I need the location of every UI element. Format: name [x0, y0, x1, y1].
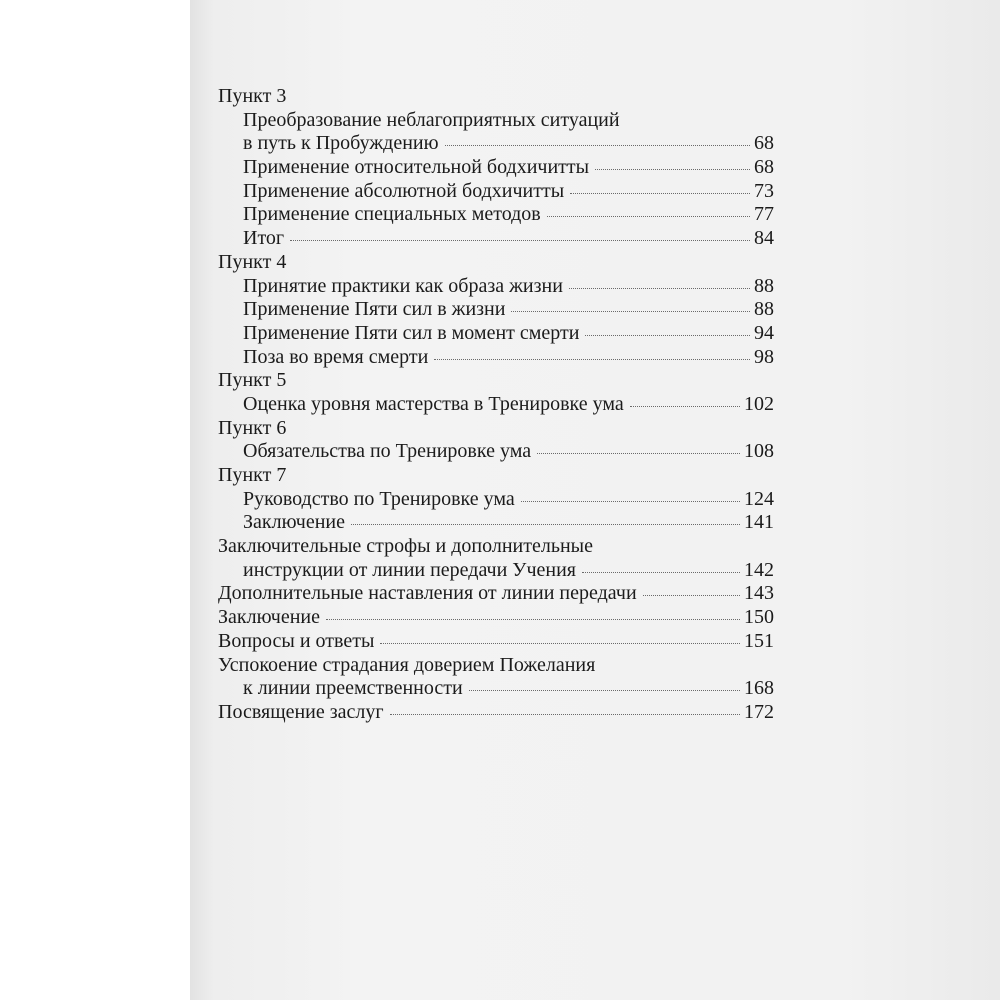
- dot-leader: [380, 643, 740, 644]
- dot-leader: [585, 335, 750, 336]
- dot-leader: [521, 501, 740, 502]
- section-heading-point-4: Пункт 4: [218, 250, 287, 273]
- page-number: 143: [744, 582, 774, 605]
- section-heading-point-7: Пункт 7: [218, 464, 287, 486]
- dot-leader: [390, 714, 740, 715]
- toc-entry: [218, 132, 774, 156]
- dot-leader: [547, 216, 750, 217]
- page-number: 151: [744, 629, 774, 652]
- toc-entry: [218, 393, 774, 417]
- toc-entry: [218, 488, 774, 512]
- toc-entry-title: Применение специальных методов: [243, 203, 541, 226]
- toc-entry-title: Обязательства по Тренировке ума: [243, 440, 532, 463]
- toc-entry-title: Применение относительной бодхичитты: [243, 156, 590, 179]
- toc-entry: [218, 582, 774, 606]
- dot-leader: [326, 619, 740, 620]
- dot-leader: [569, 288, 750, 289]
- dot-leader: [511, 311, 750, 312]
- dot-leader: [643, 595, 740, 596]
- toc-entry: [218, 559, 774, 583]
- toc-entry: [218, 156, 774, 180]
- page-number: 172: [744, 700, 774, 723]
- toc-entry-title: Посвящение заслуг: [218, 700, 384, 723]
- page-number: 142: [744, 558, 774, 581]
- toc-entry-title: Применение Пяти сил в жизни: [243, 298, 506, 321]
- toc-entry: [218, 322, 774, 346]
- toc-entry-title: в путь к Пробуждению: [243, 132, 439, 155]
- toc-entry-title: инструкции от линии передачи Учения: [243, 558, 577, 581]
- page-number: 94: [754, 321, 774, 344]
- toc-entry: [218, 511, 774, 535]
- toc-entry: [218, 275, 774, 299]
- toc-entry: [218, 440, 774, 464]
- toc-entry-title: Применение абсолютной бодхичитты: [243, 179, 565, 202]
- toc-entry: [218, 180, 774, 204]
- page-number: 150: [744, 606, 774, 629]
- page-number: 68: [754, 132, 774, 155]
- page-number: 88: [754, 298, 774, 321]
- toc-entry-title: Поза во время смерти: [243, 345, 429, 368]
- toc-entry-title: Принятие практики как образа жизни: [243, 274, 563, 297]
- toc-entry: [218, 227, 774, 251]
- page-number: 73: [754, 179, 774, 202]
- dot-leader: [290, 240, 750, 241]
- toc-entry: [218, 630, 774, 654]
- toc-entry: [218, 701, 774, 725]
- page-number: 168: [744, 677, 774, 700]
- page-number: 88: [754, 274, 774, 297]
- toc-entry-title: Заключительные строфы и дополнительные: [218, 535, 593, 558]
- toc-entry-title: Дополнительные наставления от линии передачи: [218, 582, 637, 605]
- toc-entry-title: Вопросы и ответы: [218, 629, 375, 652]
- toc-entry: [218, 346, 774, 370]
- toc-entry: [218, 677, 774, 701]
- toc-entry-title: Успокоение страдания доверием Пожелания: [218, 653, 596, 676]
- page-number: 77: [754, 203, 774, 226]
- dot-leader: [582, 572, 740, 573]
- dot-leader: [630, 406, 740, 407]
- toc-entry: [218, 606, 774, 630]
- page-number: 102: [744, 392, 774, 415]
- dot-leader: [351, 524, 740, 525]
- dot-leader: [434, 359, 750, 360]
- toc-entry-title: Преобразование неблагоприятных ситуаций: [243, 108, 620, 131]
- toc-entry-title: Руководство по Тренировке ума: [243, 487, 515, 510]
- toc-entry: [218, 203, 774, 227]
- page-number: 98: [754, 345, 774, 368]
- toc-entry-title: Заключение: [218, 606, 320, 629]
- page-number: 68: [754, 156, 774, 179]
- page-number: 84: [754, 227, 774, 250]
- page-number: 124: [744, 487, 774, 510]
- section-heading-point-5: Пункт 5: [218, 369, 287, 392]
- dot-leader: [445, 145, 750, 146]
- toc-entry-title: Заключение: [243, 511, 345, 534]
- dot-leader: [469, 690, 740, 691]
- dot-leader: [537, 453, 740, 454]
- page-number: 108: [744, 440, 774, 463]
- toc-entry: [218, 298, 774, 322]
- toc-entry-title: Оценка уровня мастерства в Тренировке ума: [243, 392, 624, 415]
- page-number: 141: [744, 511, 774, 534]
- toc-entry-title: Итог: [243, 227, 285, 250]
- table-of-contents: [218, 85, 774, 725]
- section-heading-point-3: Пункт 3: [218, 85, 287, 107]
- section-heading-point-6: Пункт 6: [218, 416, 287, 439]
- toc-entry-title: Применение Пяти сил в момент смерти: [243, 321, 580, 344]
- dot-leader: [570, 193, 750, 194]
- toc-entry-title: к линии преемственности: [243, 677, 463, 700]
- dot-leader: [595, 169, 750, 170]
